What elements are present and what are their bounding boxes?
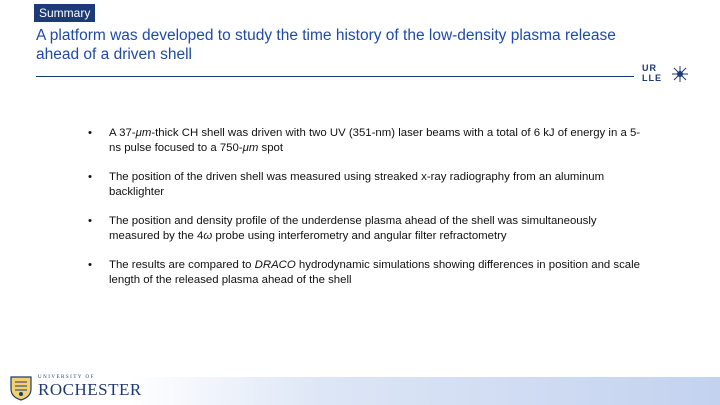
bullet-marker: • <box>88 259 92 271</box>
lle-logo-text <box>642 63 662 83</box>
bullet-text: A 37-μm-thick CH shell was driven with two UV (351-nm) laser beams with a total of 6 kJ of energy in a 5-ns pulse focused to a 750-μm spot <box>109 127 641 154</box>
bullet-marker: • <box>88 127 92 139</box>
university-seal-icon <box>8 375 34 401</box>
starburst-icon <box>672 66 688 82</box>
lle-logo <box>642 63 690 85</box>
bullet-text: The results are compared to DRACO hydrodynamic simulations showing differences in position and scale length of the released plasma ahead of the shell <box>109 259 640 286</box>
slide-title: A platform was developed to study the time history of the low-density plasma release ahead of a driven shell <box>36 27 616 63</box>
bullet-marker: • <box>88 215 92 227</box>
lle-logo-bottom: LLE <box>642 73 662 83</box>
lle-logo-top: UR <box>642 63 657 73</box>
university-logo <box>8 375 142 401</box>
bullet-text: The position of the driven shell was measured using streaked x-ray radiography from an aluminum backlighter <box>109 171 605 198</box>
bullet-item <box>88 126 648 155</box>
bullet-list <box>88 126 648 302</box>
bullet-item <box>88 170 648 199</box>
summary-tag: Summary <box>34 4 95 22</box>
bullet-item <box>88 214 648 243</box>
bullet-item <box>88 258 648 287</box>
bullet-text: The position and density profile of the underdense plasma ahead of the shell was simultaneously measured by the 4ω probe using interferometry and angular filter refractometry <box>109 215 597 242</box>
university-name: ROCHESTER <box>38 380 142 399</box>
bullet-marker: • <box>88 171 92 183</box>
title-divider <box>36 76 634 77</box>
university-small-text: UNIVERSITY OF <box>38 375 95 380</box>
